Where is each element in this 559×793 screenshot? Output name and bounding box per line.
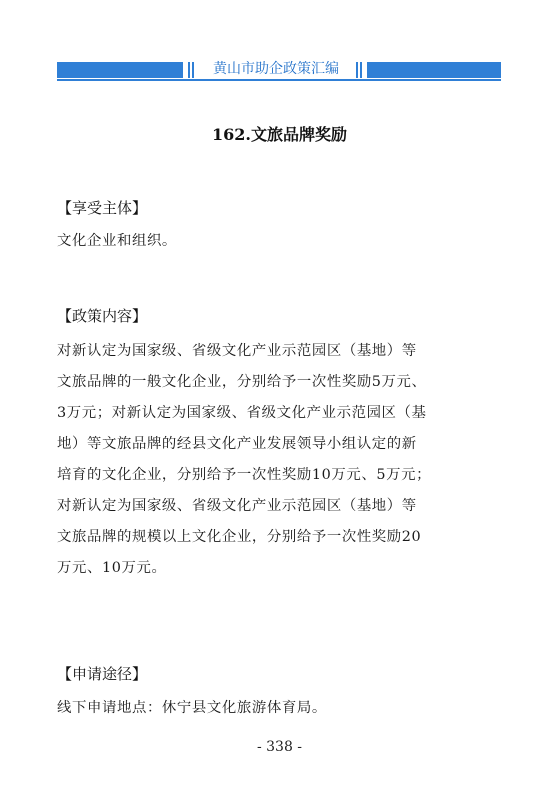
text-line: 对新认定为国家级、省级文化产业示范园区（基地）等 <box>57 498 417 514</box>
page-number: - 338 - <box>256 739 303 755</box>
header-underline <box>57 79 501 81</box>
header-bar-right <box>367 62 501 78</box>
text-line: 线下申请地点：休宁县文化旅游体育局。 <box>57 700 327 716</box>
section-heading-application-channel: 【申请途径】 <box>57 665 148 683</box>
page-header <box>57 62 501 78</box>
section-body-application-channel <box>57 693 503 724</box>
text-line: 万元、10万元。 <box>57 560 167 576</box>
text-line: 文化企业和组织。 <box>57 233 177 249</box>
text-line: 培育的文化企业，分别给予一次性奖励10万元、5万元； <box>57 467 432 483</box>
text-line: 文旅品牌的规模以上文化企业，分别给予一次性奖励20 <box>57 529 422 545</box>
section-body-eligible-subject <box>57 226 503 257</box>
header-title: 黄山市助企政策汇编 <box>213 61 339 77</box>
text-line: 对新认定为国家级、省级文化产业示范园区（基地）等 <box>57 343 417 359</box>
document-title: 162.文旅品牌奖励 <box>212 125 347 144</box>
text-line: 3万元；对新认定为国家级、省级文化产业示范园区（基 <box>57 405 427 421</box>
section-heading-policy-content: 【政策内容】 <box>57 307 148 325</box>
header-tick <box>356 62 358 78</box>
header-tick <box>192 62 194 78</box>
header-tick <box>188 62 190 78</box>
text-line: 地）等文旅品牌的经县文化产业发展领导小组认定的新 <box>57 436 417 452</box>
header-tick <box>360 62 362 78</box>
section-body-policy-content <box>57 336 503 584</box>
text-line: 文旅品牌的一般文化企业，分别给予一次性奖励5万元、 <box>57 374 427 390</box>
section-heading-eligible-subject: 【享受主体】 <box>57 199 148 217</box>
header-bar-left <box>57 62 183 78</box>
